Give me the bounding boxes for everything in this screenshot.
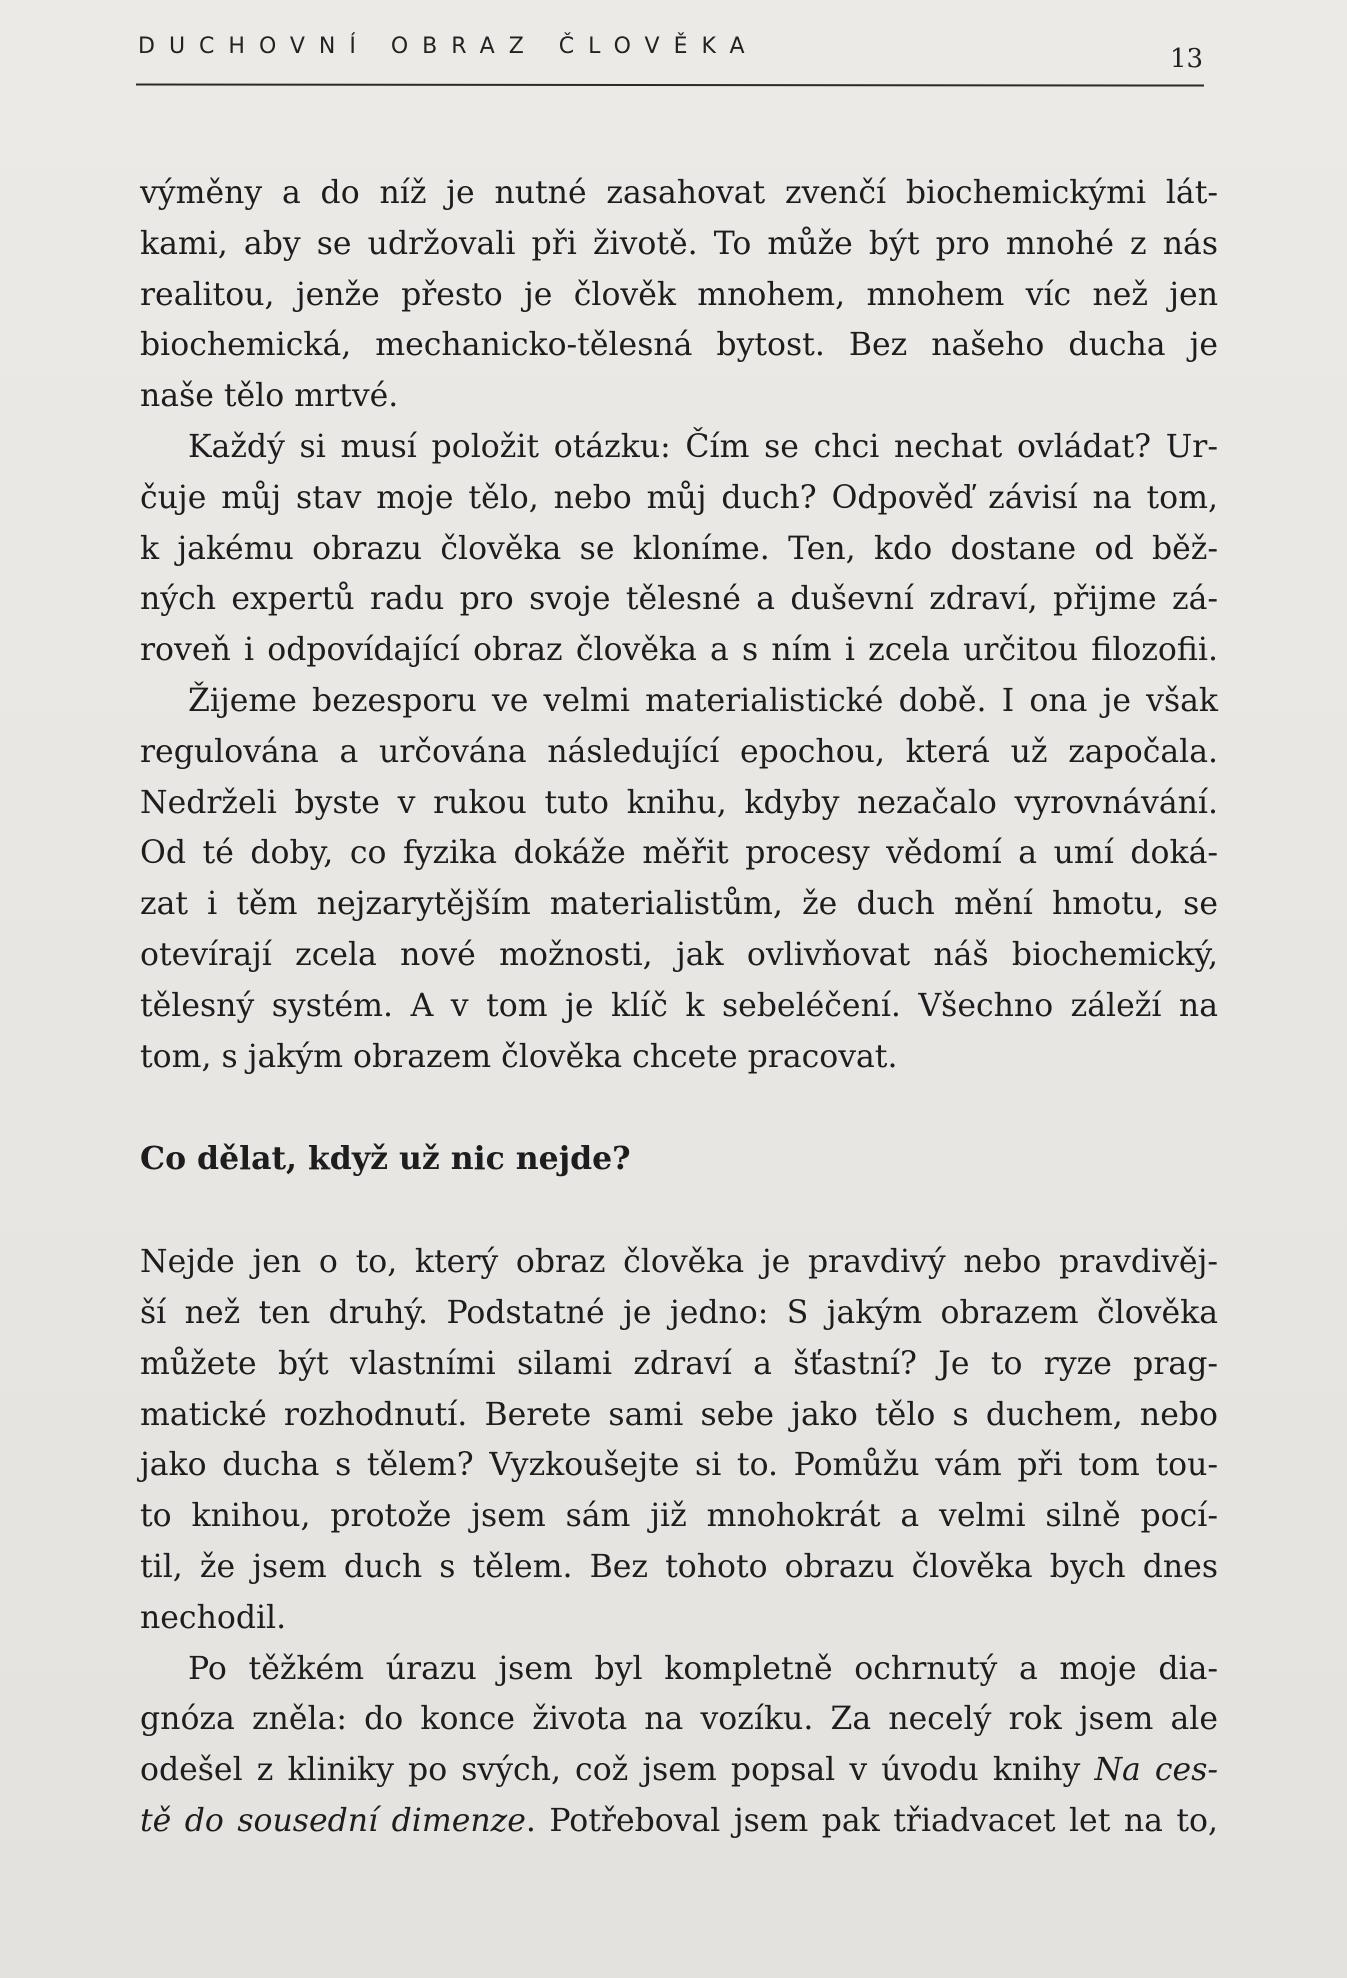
text-line: realitou, jenže přesto je člověk mnohem, mnohem víc než jen	[140, 276, 1218, 313]
text-line	[140, 1745, 1218, 1796]
header-rule	[136, 83, 1204, 86]
text-line	[140, 1796, 1218, 1847]
running-head-title: DUCHOVNÍ OBRAZ ČLOVĚKA	[138, 34, 759, 59]
text-line: tom, s jakým obrazem člověka chcete pracovat.	[140, 1038, 898, 1075]
book-title-italic: tě do sousední dimenze	[140, 1802, 526, 1839]
text-line: tělesný systém. A v tom je klíč k sebeléčení. Všechno záleží na	[140, 987, 1218, 1024]
text-segment: odešel z kliniky po svých, což jsem popsal v úvodu knihy	[140, 1752, 1081, 1789]
text-line: roveň i odpovídající obraz člověka a s ním i zcela určitou filozofii.	[140, 632, 1218, 669]
text-line: zat i těm nejzarytějším materialistům, že duch mění hmotu, se	[140, 886, 1218, 923]
text-segment: . Potřeboval jsem pak třiadvacet let na to,	[525, 1802, 1218, 1839]
text-line: nechodil.	[140, 1599, 287, 1636]
book-title-italic: Na ces-	[1094, 1752, 1219, 1789]
text-line: biochemická, mechanicko-tělesná bytost. Bez našeho ducha je	[140, 327, 1218, 364]
paragraph-2	[140, 422, 1218, 676]
paragraph-4	[140, 1237, 1218, 1643]
text-line: Od té doby, co fyzika dokáže měřit procesy vědomí a umí doká-	[140, 835, 1218, 872]
text-line: Nejde jen o to, který obraz člověka je pravdivý nebo pravdivěj-	[140, 1244, 1218, 1281]
text-line: k jakému obrazu člověka se kloníme. Ten, kdo dostane od běž-	[140, 530, 1218, 567]
text-line: ných expertů radu pro svoje tělesné a duševní zdraví, přijme zá-	[140, 581, 1218, 618]
body-text	[140, 168, 1218, 1847]
text-line: jako ducha s tělem? Vyzkoušejte si to. Pomůžu vám při tom tou-	[140, 1447, 1218, 1484]
text-line: to knihou, protože jsem sám již mnohokrát a velmi silně pocí-	[140, 1498, 1218, 1535]
text-line: Nedrželi byste v rukou tuto knihu, kdyby nezačalo vyrovnávání.	[140, 784, 1218, 821]
text-line: naše tělo mrtvé.	[140, 378, 399, 415]
text-line: til, že jsem duch s tělem. Bez tohoto obrazu člověka bych dnes	[140, 1548, 1218, 1585]
section-heading: Co dělat, když už nic nejde?	[140, 1140, 631, 1178]
text-line: můžete být vlastními silami zdraví a šťastní? Je to ryze prag-	[140, 1345, 1218, 1382]
text-line: výměny a do níž je nutné zasahovat zvenčí biochemickými lát-	[140, 175, 1218, 211]
paragraph-1	[140, 168, 1218, 422]
text-line: gnóza zněla: do konce života na vozíku. Za necelý rok jsem ale	[140, 1701, 1218, 1738]
text-line: matické rozhodnutí. Berete sami sebe jako tělo s duchem, nebo	[140, 1396, 1218, 1433]
text-line: Po těžkém úrazu jsem byl kompletně ochrnutý a moje dia-	[188, 1650, 1218, 1687]
text-line: čuje můj stav moje tělo, nebo můj duch? Odpověď závisí na tom,	[140, 479, 1218, 516]
text-line: kami, aby se udržovali při životě. To může být pro mnohé z nás	[140, 225, 1218, 262]
paragraph-5	[140, 1644, 1218, 1847]
text-line: Každý si musí položit otázku: Čím se chci nechat ovládat? Ur-	[188, 428, 1218, 465]
text-line: regulována a určována následující epochou, která už započala.	[140, 733, 1218, 770]
text-line: otevírají zcela nové možnosti, jak ovlivňovat náš biochemický,	[140, 936, 1218, 973]
text-line: Žijeme bezesporu ve velmi materialistické době. I ona je však	[188, 682, 1218, 719]
text-line: ší než ten druhý. Podstatné je jedno: S jakým obrazem člověka	[140, 1294, 1218, 1331]
paragraph-3	[140, 676, 1218, 1082]
page-number: 13	[1170, 44, 1204, 74]
